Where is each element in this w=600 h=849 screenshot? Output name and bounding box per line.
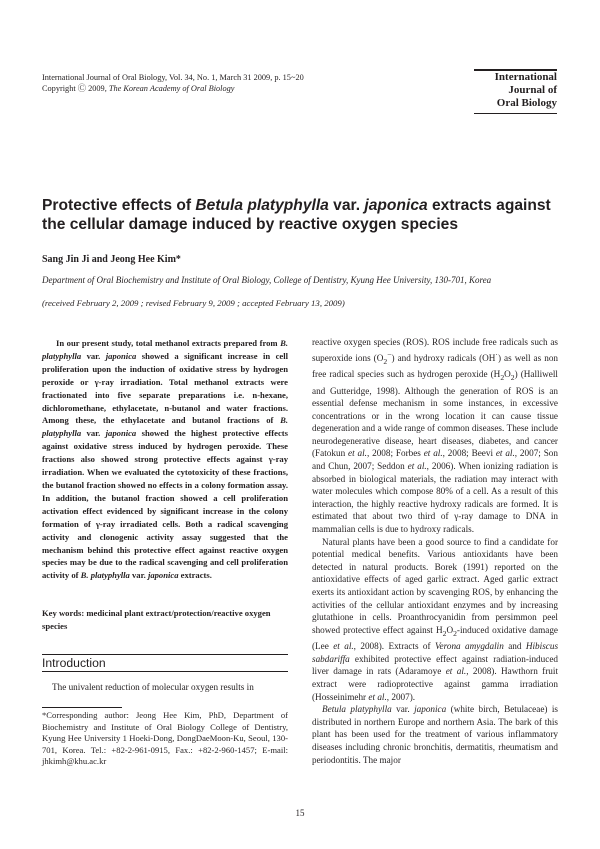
journal-citation: International Journal of Oral Biology, Vol. 34, No. 1, March 31 2009, p. 15~20	[42, 73, 304, 82]
logo-rule-bottom	[474, 113, 557, 114]
right-column	[312, 336, 558, 766]
journal-header	[42, 72, 304, 94]
copyright-holder: The Korean Academy of Oral Biology	[108, 84, 235, 93]
body-paragraph-3: Betula platyphylla var. japonica (white birch, Betulaceae) is distributed in northern Europe and northern Asia. The bark of this plant has been used for the treatment of various inflammatory diseases including chronic bronchitis, dermatitis, rheumatism and periodontitis. The major	[312, 704, 558, 765]
body-paragraph-2: Natural plants have been a good source to find a candidate for potential medical benefits. Various antioxidants have been detected in natural products. Borek (1991) reported on the antioxidative effects of aged garlic extract. Aged garlic extract exerts its antioxidant action by scavenging ROS, by enhancing the activities of the cellular antioxidant enzymes and by increasing glutathione in cells. Proanthrocyanidin from persimmon peel showed protective effect against $H_2O_2$-induced oxidative damage (Lee et al., 2008). Extracts of Verona amygdalin and Hibiscus sabdariffa exhibited protective effect against radiation-induced liver damage in rats (Adaramoye et al., 2008). Hawthorn fruit extract were radioprotective against gamma irradiation (Hosseinimehr et al., 2007).	[312, 536, 559, 702]
keywords: Key words: medicinal plant extract/protection/reactive oxygen species	[42, 608, 271, 631]
article-title: Protective effects of Betula platyphylla var. japonica extracts against the cellular damage induced by reactive oxygen species	[42, 197, 551, 233]
received-dates: (received February 2, 2009 ; revised February 9, 2009 ; accepted February 13, 2009)	[42, 298, 345, 308]
footnote-rule	[42, 707, 122, 708]
journal-logo: International Journal of Oral Biology	[494, 71, 557, 109]
intro-rule-bottom	[42, 671, 288, 672]
copyright-line: Copyright Ⓒ 2009, The Korean Academy of Oral Biology	[42, 84, 235, 93]
page-number: 15	[295, 808, 305, 818]
abstract: In our present study, total methanol extracts prepared from B. platyphylla var. japonica showed a significant increase in cell proliferation upon the induction of oxidative stress by hydrogen peroxide or γ-ray irradiation. Total methanol extracts were fractionated into five separate preparations i.e. n-hexane, dichloromethane, ethylacetate, n-butanol and water fractions. Among these, the ethylacetate and butanol fractions of B. platyphylla var. japonica showed the highest protective effects against oxidative stress induced by hydrogen peroxide. These fractions also showed strong protective effects against γ-ray irradiation. When we evaluated the cytotoxicity of these fractions, the butanol fraction showed no effects in a colony formation assay. In addition, the butanol fraction showed a cell proliferation activation effect evidenced by significant increase in the colony formation of γ-ray irradiated cells. Both a radical scavenging activity and clonogenic activity assay suggested that the mechanism behind this protective effect against reactive oxygen species may be due to the radical scavenging and cell proliferation activity of B. platyphylla var. japonica extracts.	[42, 338, 288, 581]
authors: Sang Jin Ji and Jeong Hee Kim*	[42, 254, 181, 265]
intro-rule-top	[42, 654, 288, 655]
section-heading-introduction: Introduction	[42, 656, 106, 670]
affiliation: Department of Oral Biochemistry and Institute of Oral Biology, College of Dentistry, Kyung Hee University, 130-701, Korea	[42, 275, 492, 285]
intro-paragraph: The univalent reduction of molecular oxygen results in	[52, 682, 254, 692]
body-paragraph-1: reactive oxygen species (ROS). ROS include free radicals such as superoxide ions $(O_2^-)$ and hydroxy radicals (OH·) as well as non free radical species such as hydrogen peroxide $(H_2O_2)$ (Halliwell and Gutteridge, 1998). Although the generation of ROS is an essential defense mechanism in some instances, in excessive concentrations or in the wrong location it can cause tissue degeneration and a wide range of common diseases. These include neurodegenerative disease, heart diseases, diabetes, and cancer (Fatokun et al., 2008; Forbes et al., 2008; Beevi et al., 2007; Son and Chun, 2007; Seddon et al., 2006). When ionizing radiation is absorbed in biological materials, the radiation may interact with water molecules which compose 80% of a cell. As a result of this interaction, the highly reactive hydroxy radicals are formed. It is estimated that about two third of γ-ray damage to DNA in mammalian cells is due to hydroxy radicals.	[312, 337, 559, 535]
corresponding-author-footnote: *Corresponding author: Jeong Hee Kim, PhD, Department of Biochemistry and Institute of Oral Biology College of Dentistry, Kyung Hee University 1 Hoeki-Dong, DongDaeMoon-Ku, Seoul, 130-701, Korea. Tel.: +82-2-961-0915, Fax.: +82-2-960-1457; E-mail: jhkimh@khu.ac.kr	[42, 710, 288, 766]
